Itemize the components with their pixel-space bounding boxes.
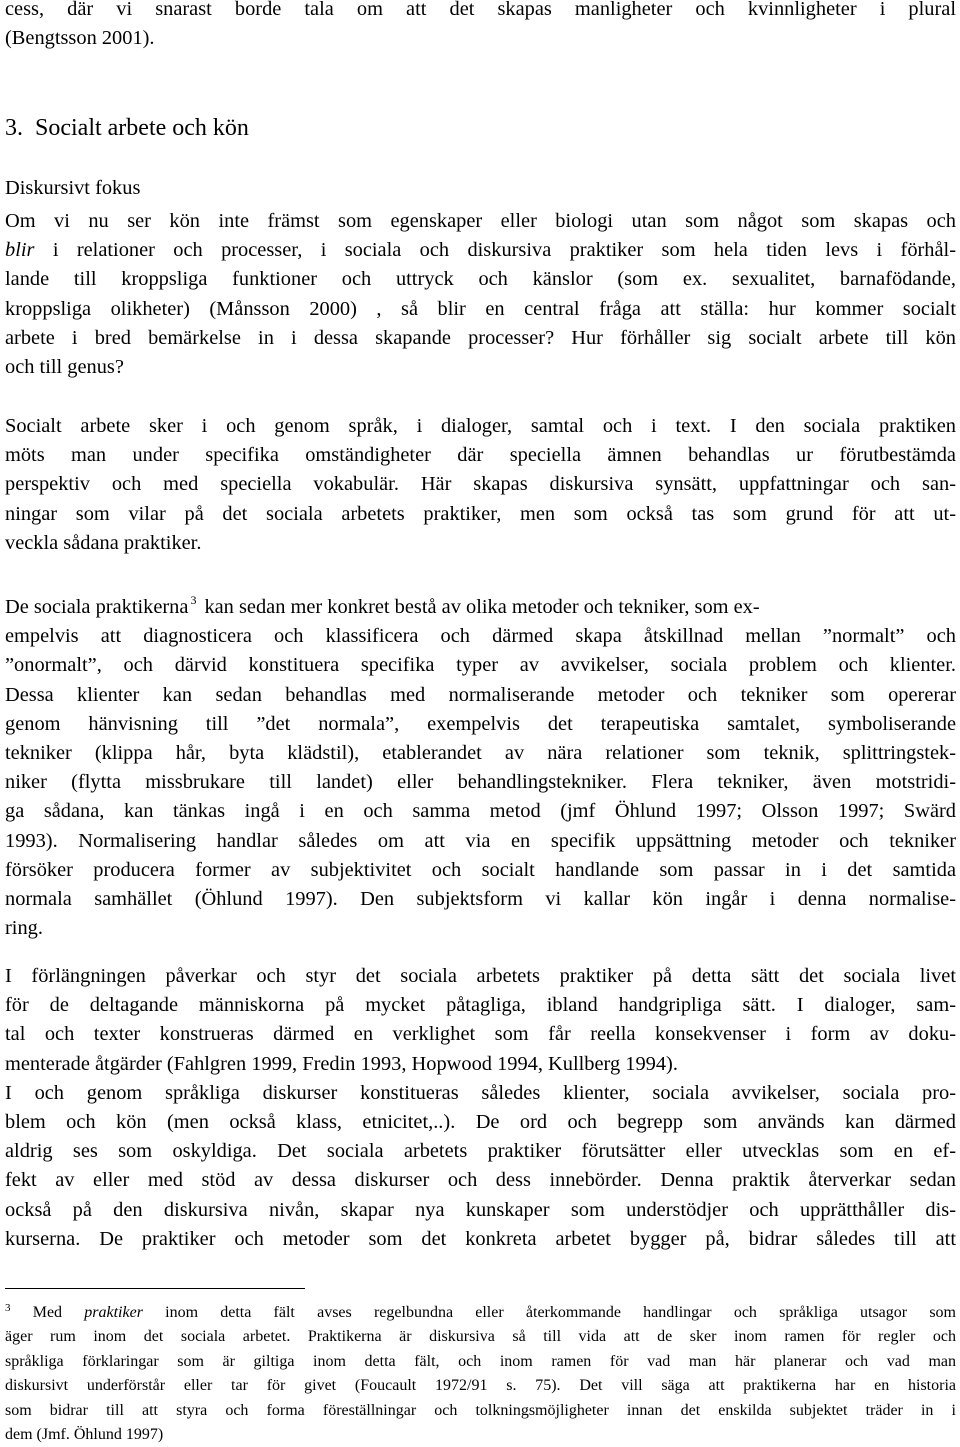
text-line: I förlängningen påverkar och styr det sociala arbetets praktiker på detta sätt det sociala livet — [5, 965, 956, 987]
text-line: Socialt arbete sker i och genom språk, i dialoger, samtal och i text. I den sociala praktiken — [5, 415, 956, 437]
footnote-marker: 3 — [5, 1302, 11, 1314]
intro-line: cess, där vi snarast borde tala om att det skapas manligheter och kvinnligheter i plural — [5, 0, 956, 20]
text-line: menterade åtgärder (Fahlgren 1999, Fredin 1993, Hopwood 1994, Kullberg 1994). — [5, 1052, 678, 1075]
text-line: fekt av eller med stöd av dessa diskurser och dess innebörder. Denna praktik återverkar sedan — [5, 1169, 956, 1192]
footnote-line: diskursivt underförstår eller tar för givet (Foucault 1972/91 s. 75). Det vill säga att praktikerna har en historia — [5, 1377, 956, 1395]
text-line: ring. — [5, 917, 43, 940]
text-line: genom hänvisning till ”det normala”, exempelvis det terapeutiska samtalet, symboliserande — [5, 712, 956, 735]
text-span: Med — [10, 1304, 85, 1321]
footnote-line: dem (Jmf. Öhlund 1997) — [5, 1426, 164, 1444]
section-title: Socialt arbete och kön — [35, 115, 249, 141]
section-subheading: Diskursivt fokus — [5, 177, 141, 199]
text-line: ningar som vilar på det sociala arbetets praktiker, men som också tas som grund för att ut- — [5, 502, 956, 525]
text-line: ”onormalt”, och därvid konstituera specifika typer av avvikelser, sociala problem och klienter. — [5, 654, 956, 677]
italic-term: blir — [5, 239, 35, 262]
text-line: lande till kroppsliga funktioner och uttryck och känslor (som ex. sexualitet, barnafödande, — [5, 268, 956, 291]
text-line: arbete i bred bemärkelse in i dessa skapande processer? Hur förhåller sig socialt arbete till kön — [5, 326, 956, 349]
italic-term: praktiker — [84, 1304, 143, 1321]
text-line: kurserna. De praktiker och metoder som det konkreta arbetet bygger på, bidrar således till att — [5, 1227, 956, 1250]
section-number: 3. — [5, 115, 23, 141]
text-line: veckla sådana praktiker. — [5, 531, 202, 554]
text-span: i relationer och processer, i sociala och diskursiva praktiker som hela tiden levs i förhål- — [34, 239, 956, 262]
footnote — [5, 1296, 956, 1447]
text-line: ga sådana, kan tänkas ingå i en och samma metod (jmf Öhlund 1997; Olsson 1997; Swärd — [5, 800, 956, 823]
text-span: inom detta fält avses regelbundna eller återkommande handlingar och språkliga utsagor som — [142, 1304, 956, 1321]
intro-line: (Bengtsson 2001). — [5, 27, 155, 50]
text-line: tekniker (klippa hår, byta klädstil), etablerandet av nära relationer som teknik, splittringstek- — [5, 742, 956, 765]
text-line — [5, 236, 956, 265]
paragraph-4 — [5, 962, 956, 1254]
text-line: och till genus? — [5, 356, 124, 379]
intro-paragraph — [5, 0, 956, 53]
section-heading — [5, 115, 249, 142]
footnote-divider — [5, 1288, 305, 1289]
text-span: kan sedan mer konkret bestå av olika metoder och tekniker, som ex- — [204, 596, 760, 618]
paragraph-1 — [5, 207, 956, 382]
text-line — [5, 586, 956, 622]
text-line: aldrig ses som oskyldiga. Det sociala arbetets praktiker förutsätter eller utvecklas som en ef- — [5, 1140, 956, 1163]
text-line: niker (flytta missbrukare till landet) eller behandlingstekniker. Flera tekniker, även motstridi- — [5, 771, 956, 794]
footnote-line: äger rum inom det sociala arbetet. Praktikerna är diskursiva så till vida att de sker inom ramen för regler och — [5, 1328, 956, 1346]
text-line: empelvis att diagnosticera och klassificera och därmed skapa åtskillnad mellan ”normalt” och — [5, 625, 956, 648]
text-line: Dessa klienter kan sedan behandlas med normaliserande metoder och tekniker som opererar — [5, 683, 956, 706]
footnote-reference: 3 — [190, 593, 197, 607]
text-line: kroppsliga olikheter) (Månsson 2000) , så blir en central fråga att ställa: hur kommer socialt — [5, 297, 956, 320]
text-line: möts man under specifika omständigheter där speciella ämnen behandlas ur förutbestämda — [5, 444, 956, 467]
footnote-line — [5, 1296, 956, 1325]
text-line: 1993). Normalisering handlar således om att via en specifik uppsättning metoder och tekniker — [5, 829, 956, 852]
text-line: tal och texter konstrueras därmed en verklighet som får reella konsekvenser i form av doku- — [5, 1023, 956, 1046]
text-line: för de deltagande människorna på mycket påtagliga, ibland handgripliga sätt. I dialoger, sam- — [5, 994, 956, 1017]
text-line: försöker producera former av subjektivitet och socialt handlande som passar in i det samtida — [5, 858, 956, 881]
paragraph-3 — [5, 586, 956, 943]
text-line: också på den diskursiva nivån, skapar nya kunskaper som understödjer och upprätthåller dis- — [5, 1198, 956, 1221]
text-line: I och genom språkliga diskurser konstitueras således klienter, sociala avvikelser, sociala pro- — [5, 1081, 956, 1104]
footnote-line: språkliga förklaringar som är giltiga inom detta fält, och inom ramen för vad man här planerar och vad man — [5, 1352, 956, 1370]
text-line: normala samhället (Öhlund 1997). Den subjektsform vi kallar kön ingår i denna normalise- — [5, 888, 956, 911]
text-line: blem och kön (men också klass, etnicitet,..). De ord och begrepp som används kan därmed — [5, 1111, 956, 1134]
text-line: Om vi nu ser kön inte främst som egenskaper eller biologi utan som något som skapas och — [5, 210, 956, 232]
paragraph-2 — [5, 412, 956, 558]
footnote-line: som bidrar till att styra och forma föreställningar och tolkningsmöjligheter innan det enskilda subjektet träder in i — [5, 1401, 956, 1419]
text-span: De sociala praktikerna — [5, 596, 189, 618]
text-line: perspektiv och med speciella vokabulär. Här skapas diskursiva synsätt, uppfattningar och san- — [5, 473, 956, 496]
